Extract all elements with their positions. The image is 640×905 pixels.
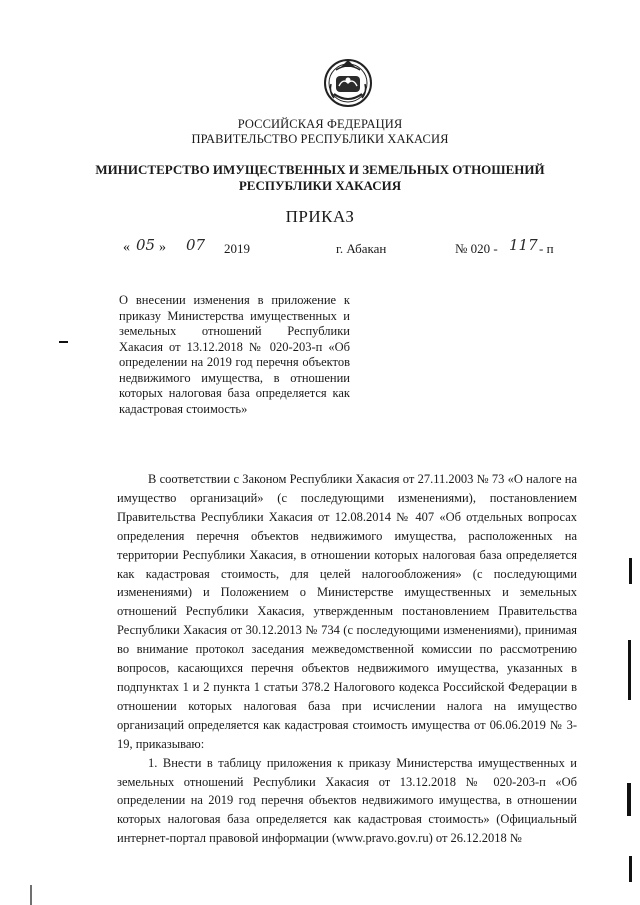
khakassia-coat-of-arms-icon <box>322 56 374 108</box>
scan-artifact-edge-mark-3 <box>627 783 631 816</box>
date-quote-open: « <box>123 240 130 255</box>
scan-artifact-edge-mark-1 <box>629 558 632 584</box>
date-day-handwritten: 05 <box>136 236 156 254</box>
city-name: г. Абакан <box>336 241 387 256</box>
government-name: ПРАВИТЕЛЬСТВО РЕСПУБЛИКИ ХАКАСИЯ <box>191 132 449 146</box>
ministry-name-line2: РЕСПУБЛИКИ ХАКАСИЯ <box>238 178 402 193</box>
scan-artifact-dash <box>59 341 68 343</box>
document-type: ПРИКАЗ <box>285 207 355 226</box>
body-paragraph-preamble: В соответствии с Законом Республики Хакасия от 27.11.2003 № 73 «О налоге на имущество организаций» (с последующими изменениями), постановлением Правительства Республики Хакасия от 12.08.2014 № 407 «Об отдельных вопросах определения перечня объектов недвижимого имущества, расположенных на территории Республики Хакасия, в отношении которых налоговая база определяется как кадастровая стоимость, для целей налогообложения» (с последующими изменениями) и Положением о Министерстве имущественных и земельных отношений Республики Хакасия, утвержденным постановлением Правительства Республики Хакасия от 30.12.2013 № 734 (с последующими изменениями), принимая во внимание протокол заседания межведомственной комиссии по рассмотрению вопросов, касающихся перечня объектов недвижимого имущества, указанных в подпунктах 1 и 2 пункта 1 статьи 378.2 Налогового кодекса Российской Федерации в отношении которых налоговая база при исчислении налога на имущество организаций определяется как кадастровая стоимость имущества от 06.06.2019 № 3-19, приказываю: <box>117 472 577 751</box>
order-number-prefix: № 020 - <box>455 241 498 256</box>
date-quote-close: » <box>159 240 166 255</box>
order-subject: О внесении изменения в приложение к приказу Министерства имущественных и земельных отношений Республики Хакасия от 13.12.2018 № 020-203-п «Об определении на 2019 год перечня объектов недвижимого имущества, в отношении которых налоговая база определяется как кадастровая стоимость» <box>119 293 350 416</box>
date-month-handwritten: 07 <box>186 236 206 254</box>
order-body <box>117 470 577 848</box>
order-number-handwritten: 117 <box>509 236 538 254</box>
country-name: РОССИЙСКАЯ ФЕДЕРАЦИЯ <box>237 117 403 131</box>
order-number-suffix: - п <box>539 241 554 256</box>
scan-artifact-edge-mark-4 <box>629 856 632 882</box>
scan-artifact-left-mark <box>30 885 32 905</box>
scan-artifact-edge-mark-2 <box>628 640 631 700</box>
date-year: 2019 <box>224 241 250 256</box>
ministry-name-line1: МИНИСТЕРСТВО ИМУЩЕСТВЕННЫХ И ЗЕМЕЛЬНЫХ ОТНОШЕНИЙ <box>95 162 545 177</box>
body-paragraph-item-1: 1. Внести в таблицу приложения к приказу Министерства имущественных и земельных отношений Республики Хакасия от 13.12.2018 № 020-203-п «Об определении на 2019 год перечня объектов недвижимого имущества, в отношении которых налоговая база определяется как кадастровая стоимость» (Официальный интернет-портал правовой информации (www.pravo.gov.ru) от 26.12.2018 № <box>117 755 577 846</box>
